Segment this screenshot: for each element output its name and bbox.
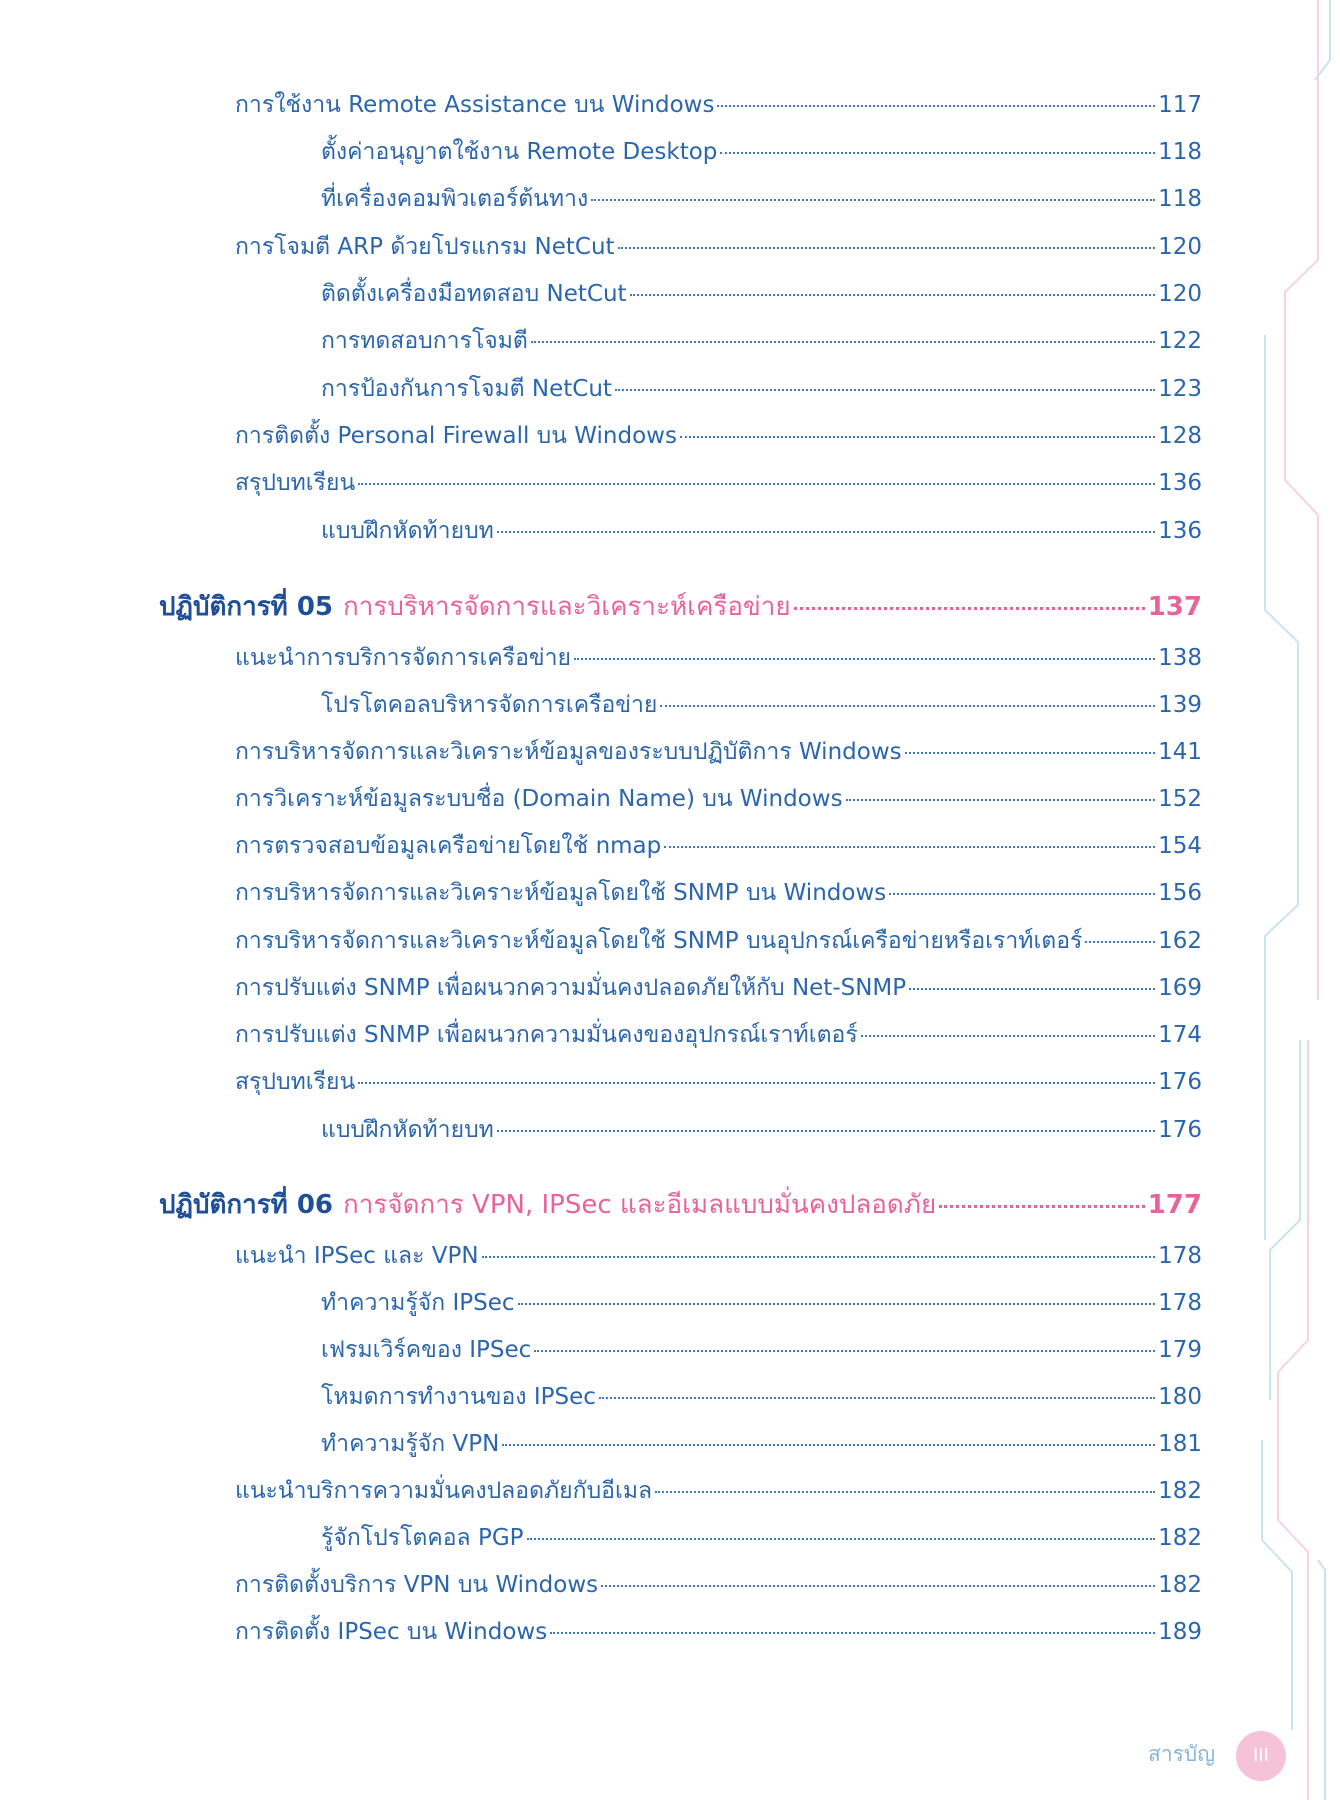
toc-chapter-05[interactable] bbox=[159, 590, 1202, 624]
dot-leader bbox=[358, 1082, 1155, 1084]
toc-entry-page: 117 bbox=[1158, 92, 1202, 118]
dot-leader bbox=[717, 105, 1155, 107]
toc-entry-page: 141 bbox=[1158, 739, 1202, 765]
dot-leader bbox=[601, 1585, 1155, 1587]
toc-entry-title: สรุปบทเรียน bbox=[235, 1069, 356, 1095]
chapter-label: ปฏิบัติการที่ 05 bbox=[159, 592, 334, 622]
dot-leader bbox=[550, 1632, 1155, 1634]
toc-subentry[interactable] bbox=[321, 374, 1202, 404]
toc-entry-title: การปรับแต่ง SNMP เพื่อผนวกความมั่นคงปลอดภัยให้กับ Net-SNMP bbox=[235, 975, 907, 1001]
toc-entry[interactable] bbox=[235, 926, 1202, 956]
toc-entry-page: 120 bbox=[1158, 234, 1202, 260]
dot-leader bbox=[1085, 941, 1155, 943]
toc-entry-title: การบริหารจัดการและวิเคราะห์ข้อมูลโดยใช้ SNMP บนอุปกรณ์เครือข่ายหรือเราท์เตอร์ bbox=[235, 928, 1083, 954]
dot-leader bbox=[497, 531, 1155, 533]
toc-entry-page: 181 bbox=[1158, 1431, 1202, 1457]
toc-entry-page: 174 bbox=[1158, 1022, 1202, 1048]
toc-entry[interactable] bbox=[235, 1617, 1202, 1647]
dot-leader bbox=[889, 893, 1155, 895]
dot-leader bbox=[905, 752, 1155, 754]
chapter-title: การจัดการ VPN, IPSec และอีเมลแบบมั่นคงปลอดภัย bbox=[343, 1190, 937, 1220]
toc-entry-title: การติดตั้งบริการ VPN บน Windows bbox=[235, 1572, 599, 1598]
toc-entry[interactable] bbox=[235, 973, 1202, 1003]
toc-entry-title: การตรวจสอบข้อมูลเครือข่ายโดยใช้ nmap bbox=[235, 833, 662, 859]
toc-chapter-06[interactable] bbox=[159, 1188, 1202, 1222]
dot-leader bbox=[630, 294, 1156, 296]
toc-subentry[interactable] bbox=[321, 1523, 1202, 1553]
toc-entry-page: 120 bbox=[1158, 281, 1202, 307]
toc-entry[interactable] bbox=[235, 90, 1202, 120]
toc-entry-page: 182 bbox=[1158, 1478, 1202, 1504]
toc-entry-title: ทำความรู้จัก VPN bbox=[321, 1431, 500, 1457]
toc-entry-page: 169 bbox=[1158, 975, 1202, 1001]
toc-entry-title: การติดตั้ง IPSec บน Windows bbox=[235, 1619, 548, 1645]
toc-subentry[interactable] bbox=[321, 184, 1202, 214]
toc-entry-title: การบริหารจัดการและวิเคราะห์ข้อมูลของระบบปฏิบัติการ Windows bbox=[235, 739, 902, 765]
dot-leader bbox=[655, 1491, 1155, 1493]
toc-entry[interactable] bbox=[235, 1020, 1202, 1050]
dot-leader bbox=[502, 1444, 1155, 1446]
toc-subentry[interactable] bbox=[321, 1429, 1202, 1459]
toc-entry[interactable] bbox=[235, 784, 1202, 814]
toc-entry-title: เฟรมเวิร์คของ IPSec bbox=[321, 1337, 532, 1363]
toc-entry-title: การใช้งาน Remote Assistance บน Windows bbox=[235, 92, 715, 118]
toc-entry-title: แบบฝึกหัดท้ายบท bbox=[321, 518, 494, 544]
chapter-title: การบริหารจัดการและวิเคราะห์เครือข่าย bbox=[343, 592, 791, 622]
toc-entry-title: แนะนำ IPSec และ VPN bbox=[235, 1243, 479, 1269]
toc-subentry[interactable] bbox=[321, 690, 1202, 720]
toc-entry-title: ทำความรู้จัก IPSec bbox=[321, 1290, 515, 1316]
toc-subentry[interactable] bbox=[321, 1288, 1202, 1318]
dot-leader bbox=[497, 1130, 1155, 1132]
toc-entry-title: การติดตั้ง Personal Firewall บน Windows bbox=[235, 423, 677, 449]
dot-leader bbox=[846, 799, 1156, 801]
chapter-page: 137 bbox=[1147, 592, 1202, 622]
toc-entry-page: 118 bbox=[1158, 139, 1202, 165]
toc-entry-title: ติดตั้งเครื่องมือทดสอบ NetCut bbox=[321, 281, 627, 307]
footer-section-label: สารบัญ bbox=[1148, 1742, 1216, 1766]
toc-entry-page: 136 bbox=[1158, 470, 1202, 496]
toc-entry-title: โหมดการทำงานของ IPSec bbox=[321, 1384, 596, 1410]
toc-entry[interactable] bbox=[235, 468, 1202, 498]
toc-entry-title: แนะนำการบริการจัดการเครือข่าย bbox=[235, 645, 572, 671]
toc-entry-page: 128 bbox=[1158, 423, 1202, 449]
toc-entry-page: 122 bbox=[1158, 328, 1202, 354]
toc-entry-page: 182 bbox=[1158, 1525, 1202, 1551]
chapter-page: 177 bbox=[1147, 1190, 1202, 1220]
dot-leader bbox=[534, 1350, 1155, 1352]
toc-subentry[interactable] bbox=[321, 1382, 1202, 1412]
toc-entry[interactable] bbox=[235, 232, 1202, 262]
dot-leader bbox=[939, 1205, 1145, 1208]
toc-entry-title: โปรโตคอลบริหารจัดการเครือข่าย bbox=[321, 692, 658, 718]
toc-subentry[interactable] bbox=[321, 137, 1202, 167]
toc-entry-title: ที่เครื่องคอมพิวเตอร์ต้นทาง bbox=[321, 186, 589, 212]
toc-entry-page: 118 bbox=[1158, 186, 1202, 212]
dot-leader bbox=[861, 1035, 1155, 1037]
dot-leader bbox=[358, 483, 1155, 485]
chapter-label: ปฏิบัติการที่ 06 bbox=[159, 1190, 334, 1220]
toc-entry-title: รู้จักโปรโตคอล PGP bbox=[321, 1525, 524, 1551]
toc-entry-page: 178 bbox=[1158, 1243, 1202, 1269]
toc-entry-title: การบริหารจัดการและวิเคราะห์ข้อมูลโดยใช้ SNMP บน Windows bbox=[235, 880, 887, 906]
toc-entry-page: 162 bbox=[1158, 928, 1202, 954]
toc-entry-page: 179 bbox=[1158, 1337, 1202, 1363]
dot-leader bbox=[618, 247, 1156, 249]
toc-entry-page: 180 bbox=[1158, 1384, 1202, 1410]
dot-leader bbox=[720, 152, 1155, 154]
toc-entry-page: 156 bbox=[1158, 880, 1202, 906]
toc-entry-page: 139 bbox=[1158, 692, 1202, 718]
toc-entry-page: 123 bbox=[1158, 376, 1202, 402]
toc-subentry[interactable] bbox=[321, 1115, 1202, 1145]
toc-entry-title: แนะนำบริการความมั่นคงปลอดภัยกับอีเมล bbox=[235, 1478, 653, 1504]
toc-entry-page: 178 bbox=[1158, 1290, 1202, 1316]
toc-entry-title: สรุปบทเรียน bbox=[235, 470, 356, 496]
toc-entry-page: 176 bbox=[1158, 1117, 1202, 1143]
toc-entry-title: แบบฝึกหัดท้ายบท bbox=[321, 1117, 494, 1143]
toc-entry-page: 189 bbox=[1158, 1619, 1202, 1645]
dot-leader bbox=[482, 1256, 1155, 1258]
toc-entry[interactable] bbox=[235, 878, 1202, 908]
toc-entry[interactable] bbox=[235, 1476, 1202, 1506]
dot-leader bbox=[660, 705, 1155, 707]
toc-entry-title: การวิเคราะห์ข้อมูลระบบชื่อ (Domain Name) บน Windows bbox=[235, 786, 843, 812]
toc-entry[interactable] bbox=[235, 831, 1202, 861]
toc-entry-title: ตั้งค่าอนุญาตใช้งาน Remote Desktop bbox=[321, 139, 718, 165]
dot-leader bbox=[664, 846, 1155, 848]
dot-leader bbox=[599, 1397, 1155, 1399]
toc-entry[interactable] bbox=[235, 1241, 1202, 1271]
toc-entry[interactable] bbox=[235, 737, 1202, 767]
toc-entry-title: การป้องกันการโจมตี NetCut bbox=[321, 376, 612, 402]
toc-subentry[interactable] bbox=[321, 279, 1202, 309]
toc-entry[interactable] bbox=[235, 643, 1202, 673]
page-number-badge: III bbox=[1236, 1731, 1286, 1781]
dot-leader bbox=[527, 1538, 1156, 1540]
toc-entry-page: 154 bbox=[1158, 833, 1202, 859]
dot-leader bbox=[518, 1303, 1156, 1305]
toc-entry-page: 136 bbox=[1158, 518, 1202, 544]
dot-leader bbox=[615, 389, 1155, 391]
dot-leader bbox=[591, 199, 1155, 201]
dot-leader bbox=[909, 988, 1155, 990]
toc-entry[interactable] bbox=[235, 1570, 1202, 1600]
toc-entry-page: 176 bbox=[1158, 1069, 1202, 1095]
dot-leader bbox=[794, 607, 1145, 610]
toc-entry-title: การทดสอบการโจมตี bbox=[321, 328, 528, 354]
dot-leader bbox=[531, 341, 1155, 343]
toc-entry-title: การปรับแต่ง SNMP เพื่อผนวกความมั่นคงของอุปกรณ์เราท์เตอร์ bbox=[235, 1022, 858, 1048]
dot-leader bbox=[574, 658, 1155, 660]
toc-entry-page: 152 bbox=[1158, 786, 1202, 812]
toc-subentry[interactable] bbox=[321, 516, 1202, 546]
toc-subentry[interactable] bbox=[321, 1335, 1202, 1365]
toc-subentry[interactable] bbox=[321, 326, 1202, 356]
toc-entry-page: 182 bbox=[1158, 1572, 1202, 1598]
toc-entry-page: 138 bbox=[1158, 645, 1202, 671]
dot-leader bbox=[680, 436, 1155, 438]
toc-entry-title: การโจมตี ARP ด้วยโปรแกรม NetCut bbox=[235, 234, 615, 260]
toc-entry[interactable] bbox=[235, 1067, 1202, 1097]
toc-entry[interactable] bbox=[235, 421, 1202, 451]
